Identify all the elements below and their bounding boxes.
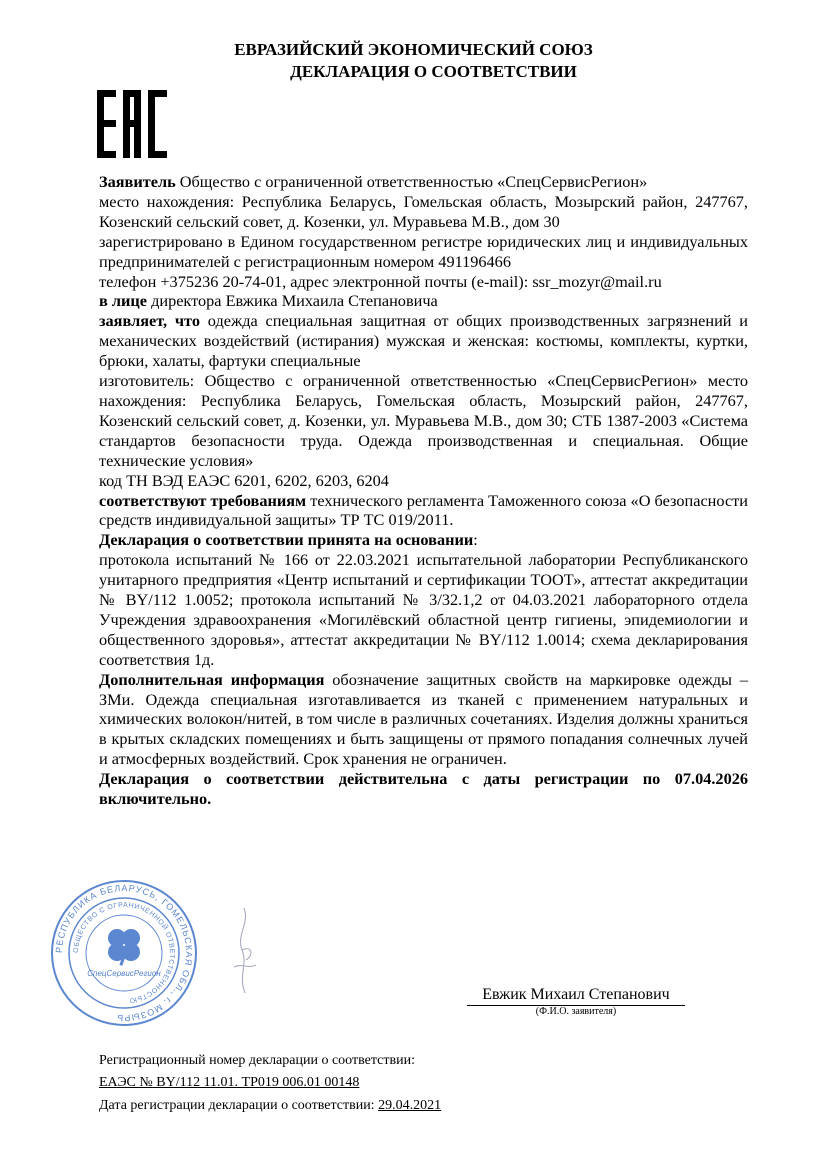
additional-text: обозначение защитных свойств на маркировке одежды – ЗМи. Одежда специальная изготавливается из тканей с применением натуральных и химических волокон/нитей, в том числе в различных сочетаниях. Изделия должны храниться в крытых складских помещениях и быть защищены от прямого попадания солнечных лучей и атмосферных воздействий. Срок хранения не ограничен.: [99, 669, 748, 769]
conformity-label: соответствуют требованиям: [99, 490, 307, 510]
signatory-caption: (Ф.И.О. заявителя): [535, 1006, 617, 1017]
represented-by: директора Евжика Михаила Степановича: [147, 291, 438, 311]
registration-date: 29.04.2021: [378, 1098, 442, 1113]
stamp-inner-text: ОБЩЕСТВО С ОГРАНИЧЕННОЙ ОТВЕТСТВЕННОСТЬЮ: [72, 901, 176, 1004]
registration-number-label: Регистрационный номер декларации о соответствии:: [99, 1053, 415, 1068]
product-description: одежда специальная защитная от общих производственных загрязнений и механических воздействий (истирания) мужская и женская: костюмы, комплекты, куртки, брюки, халаты, фартуки специальные: [99, 311, 748, 371]
stamp-brand: СпецСервисРегион: [87, 969, 161, 978]
applicant-location: место нахождения: Республика Беларусь, Гомельская область, Мозырский район, 247767, Козенский сельский совет, д. Козенки, ул. Муравьева М.В., дом 30: [99, 191, 748, 231]
registration-number: ЕАЭС № BY/112 11.01. ТР019 006.01 00148: [99, 1075, 360, 1090]
additional-label: Дополнительная информация: [99, 669, 325, 689]
product-statement: [99, 311, 748, 371]
conformity-statement: [99, 491, 748, 531]
basis-colon: :: [473, 530, 478, 550]
eac-logo: [97, 90, 169, 158]
basis-text: протокола испытаний № 166 от 22.03.2021 испытательной лаборатории Республиканского унитарного предприятия «Центр испытаний и сертификации ТООТ», аттестат аккредитации № BY/112 1.0052; протокола испытаний № 3/32.1,2 от 04.03.2021 лабораторного отдела Учреждения здравоохранения «Могилёвский областной центр гигиены, эпидемиологии и общественного здоровья», аттестат аккредитации № BY/112 1.0014; схема декларирования соответствия 1д.: [99, 550, 748, 669]
represented-label: в лице: [99, 291, 147, 311]
document-title-declaration: ДЕКЛАРАЦИЯ О СООТВЕТСТВИИ: [290, 62, 577, 81]
handwritten-signature: [228, 905, 268, 1000]
hs-code: код ТН ВЭД ЕАЭС 6201, 6202, 6203, 6204: [99, 470, 389, 490]
declaration-body: [99, 172, 748, 809]
manufacturer-info: изготовитель: Общество с ограниченной ответственностью «СпецСервисРегион» место нахождения: Республика Беларусь, Гомельская область, Мозырский район, 247767, Козенский сельский совет, д. Козенки, ул. Муравьева М.В., дом 30; СТБ 1387-2003 «Система стандартов безопасности труда. Одежда производственная и специальная. Общие технические условия»: [99, 371, 748, 470]
registration-date-line: [99, 1096, 441, 1115]
registration-date-label: Дата регистрации декларации о соответствии:: [99, 1098, 379, 1113]
applicant-line: [99, 172, 748, 192]
company-stamp: [49, 878, 199, 1028]
stamp-outer-text: РЕСПУБЛИКА БЕЛАРУСЬ, ГОМЕЛЬСКАЯ ОБЛ., г. МОЗЫРЬ: [53, 882, 195, 1024]
applicant-name: Общество с ограниченной ответственностью «СпецСервисРегион»: [175, 172, 648, 191]
applicant-label: Заявитель: [99, 172, 176, 191]
basis-heading: [99, 530, 748, 550]
applicant-contacts: телефон +375236 20-74-01, адрес электронной почты (e-mail): ssr_mozyr@mail.ru: [99, 271, 662, 291]
document-title-union: ЕВРАЗИЙСКИЙ ЭКОНОМИЧЕСКИЙ СОЮЗ: [234, 40, 593, 59]
conformity-text: технического регламента Таможенного союза «О безопасности средств индивидуальной защиты» ТР ТС 019/2011.: [99, 490, 748, 530]
declares-label: заявляет, что: [99, 311, 200, 331]
applicant-registration: зарегистрировано в Едином государственном регистре юридических лиц и индивидуальных предпринимателей с регистрационным номером 491196466: [99, 231, 748, 271]
basis-label: Декларация о соответствии принята на основании: [99, 530, 474, 550]
signatory-name: Евжик Михаил Степанович: [467, 985, 685, 1006]
clover-icon: [108, 929, 140, 966]
validity-statement: Декларация о соответствии действительна с даты регистрации по 07.04.2026 включительно.: [99, 769, 748, 809]
additional-info: [99, 670, 748, 770]
represented-by-line: [99, 291, 748, 311]
